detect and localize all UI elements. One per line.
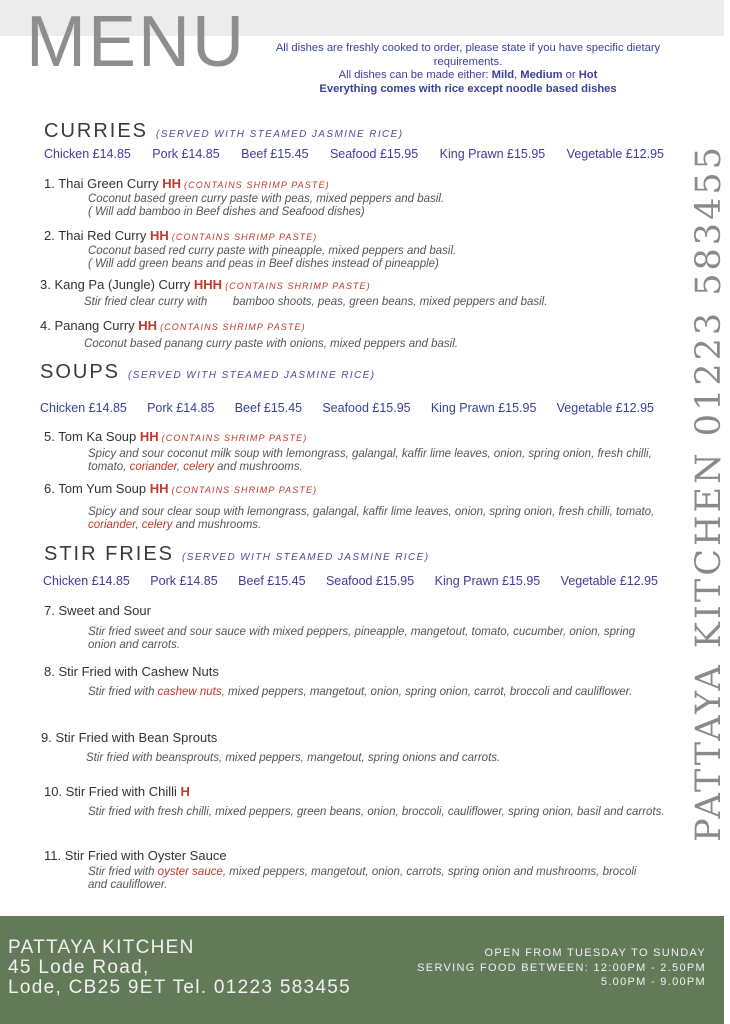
price-seafood: Seafood £15.95 bbox=[329, 147, 419, 161]
price-beef: Beef £15.45 bbox=[241, 147, 309, 161]
price-pork: Pork £14.85 bbox=[150, 574, 218, 588]
price-vegetable: Vegetable £12.95 bbox=[556, 401, 654, 415]
section-stirfries-heading: STIR FRIES (SERVED WITH STEAMED JASMINE RICE) bbox=[44, 543, 430, 565]
side-banner bbox=[688, 100, 730, 886]
allergen-note: (CONTAINS SHRIMP PASTE) bbox=[160, 322, 306, 332]
menu-item-description: Spicy and sour clear soup with lemongrass, galangal, kaffir lime leaves, onion, spring onion, fresh chilli, tomato, coriander, celery and mushrooms. bbox=[88, 506, 655, 531]
price-king-prawn: King Prawn £15.95 bbox=[430, 401, 537, 415]
menu-item-title: 3. Kang Pa (Jungle) Curry HHH (CONTAINS SHRIMP PASTE) bbox=[40, 277, 371, 292]
allergen-note: (CONTAINS SHRIMP PASTE) bbox=[161, 433, 308, 443]
opening-hours: OPEN FROM TUESDAY TO SUNDAY SERVING FOOD BETWEEN: 12:00PM - 2.50PM 5.00PM - 9.00PM bbox=[417, 947, 706, 988]
restaurant-name: PATTAYA KITCHEN bbox=[8, 937, 195, 958]
intro-spice-options: All dishes can be made either: Mild, Medium or Hot bbox=[338, 69, 598, 81]
menu-item-title: 9. Stir Fried with Bean Sprouts bbox=[41, 730, 218, 745]
heat-rating: HH bbox=[138, 318, 158, 333]
allergen-note: (CONTAINS SHRIMP PASTE) bbox=[225, 281, 371, 291]
menu-item-description: Coconut based red curry paste with pineapple, mixed peppers and basil. ( Will add green beans and peas in Beef dishes instead of pineapple) bbox=[88, 245, 457, 270]
price-vegetable: Vegetable £12.95 bbox=[566, 147, 664, 161]
soups-prices bbox=[40, 401, 654, 415]
section-curries-heading: CURRIES (SERVED WITH STEAMED JASMINE RICE) bbox=[44, 120, 404, 142]
menu-item-title: 11. Stir Fried with Oyster Sauce bbox=[44, 848, 227, 863]
menu-item-title: 1. Thai Green Curry HH (CONTAINS SHRIMP PASTE) bbox=[44, 176, 330, 191]
stirfries-prices bbox=[43, 574, 658, 588]
menu-item-description: Stir fried with beansprouts, mixed peppers, mangetout, spring onions and carrots. bbox=[86, 752, 501, 764]
menu-item-description: Coconut based panang curry paste with onions, mixed peppers and basil. bbox=[84, 338, 458, 350]
heat-rating: H bbox=[180, 784, 190, 799]
allergen-highlight: cashew nuts bbox=[157, 686, 222, 698]
allergen-note: (CONTAINS SHRIMP PASTE) bbox=[184, 180, 330, 190]
price-chicken: Chicken £14.85 bbox=[43, 574, 130, 588]
heat-rating: HH bbox=[139, 429, 159, 444]
menu-item-title: 8. Stir Fried with Cashew Nuts bbox=[44, 664, 219, 679]
section-soups-heading: SOUPS (SERVED WITH STEAMED JASMINE RICE) bbox=[40, 361, 376, 383]
menu-item-description: Stir fried with fresh chilli, mixed peppers, green beans, onion, broccoli, cauliflower, spring onion, basil and carrots. bbox=[88, 806, 665, 818]
menu-item-title: 4. Panang Curry HH (CONTAINS SHRIMP PASTE) bbox=[40, 318, 306, 333]
price-chicken: Chicken £14.85 bbox=[44, 147, 131, 161]
town-phone: Lode, CB25 9ET Tel. 01223 583455 bbox=[8, 977, 352, 998]
menu-item-description: Spicy and sour coconut milk soup with lemongrass, galangal, kaffir lime leaves, onion, spring onion, fresh chilli, tomato, coriander, celery and mushrooms. bbox=[88, 448, 652, 473]
heat-rating: HH bbox=[162, 176, 182, 191]
menu-item-description: Coconut based green curry paste with peas, mixed peppers and basil. ( Will add bamboo in Beef dishes and Seafood dishes) bbox=[88, 193, 445, 218]
heat-rating: HHH bbox=[193, 277, 223, 292]
menu-item-description: Stir fried sweet and sour sauce with mixed peppers, pineapple, mangetout, tomato, cucumber, onion, spring onion and carrots. bbox=[88, 626, 636, 651]
intro-dietary: All dishes are freshly cooked to order, please state if you have specific dietary requirements. bbox=[275, 42, 661, 68]
price-beef: Beef £15.45 bbox=[234, 401, 303, 415]
price-pork: Pork £14.85 bbox=[147, 401, 215, 415]
price-seafood: Seafood £15.95 bbox=[325, 574, 415, 588]
side-banner-text: PATTAYA KITCHEN 01223 583455 bbox=[689, 144, 729, 842]
heat-rating: HH bbox=[149, 481, 169, 496]
footer bbox=[0, 916, 724, 1024]
curries-prices bbox=[44, 147, 664, 161]
intro-notes bbox=[258, 42, 678, 96]
price-chicken: Chicken £14.85 bbox=[40, 401, 127, 415]
page-title: MENU bbox=[26, 2, 246, 82]
street-address: 45 Lode Road, bbox=[8, 957, 150, 978]
menu-item-title: 10. Stir Fried with Chilli H bbox=[44, 784, 190, 799]
intro-rice-note: Everything comes with rice except noodle based dishes bbox=[319, 82, 617, 95]
heat-rating: HH bbox=[149, 228, 169, 243]
price-beef: Beef £15.45 bbox=[238, 574, 306, 588]
allergen-note: (CONTAINS SHRIMP PASTE) bbox=[171, 232, 318, 242]
price-seafood: Seafood £15.95 bbox=[322, 401, 411, 415]
menu-item-title: 2. Thai Red Curry HH (CONTAINS SHRIMP PASTE) bbox=[44, 228, 318, 243]
price-pork: Pork £14.85 bbox=[152, 147, 220, 161]
menu-item-description: Stir fried clear curry with bamboo shoots, peas, green beans, mixed peppers and basil. bbox=[84, 296, 548, 308]
menu-item-title: 7. Sweet and Sour bbox=[44, 603, 151, 618]
allergen-note: (CONTAINS SHRIMP PASTE) bbox=[171, 485, 318, 495]
menu-item-description: Stir fried with cashew nuts, mixed peppers, mangetout, onion, spring onion, carrot, broccoli and cauliflower. bbox=[88, 686, 633, 698]
menu-item-title: 6. Tom Yum Soup HH (CONTAINS SHRIMP PASTE) bbox=[44, 481, 318, 496]
price-vegetable: Vegetable £12.95 bbox=[560, 574, 658, 588]
menu-item-title: 5. Tom Ka Soup HH (CONTAINS SHRIMP PASTE) bbox=[44, 429, 308, 444]
allergen-highlight: oyster sauce bbox=[157, 866, 223, 878]
footer-address bbox=[8, 938, 351, 998]
price-king-prawn: King Prawn £15.95 bbox=[434, 574, 541, 588]
menu-item-description: Stir fried with oyster sauce, mixed peppers, mangetout, onion, carrots, spring onion and mushrooms, brocoli and cauliflower. bbox=[88, 866, 637, 891]
price-king-prawn: King Prawn £15.95 bbox=[439, 147, 546, 161]
